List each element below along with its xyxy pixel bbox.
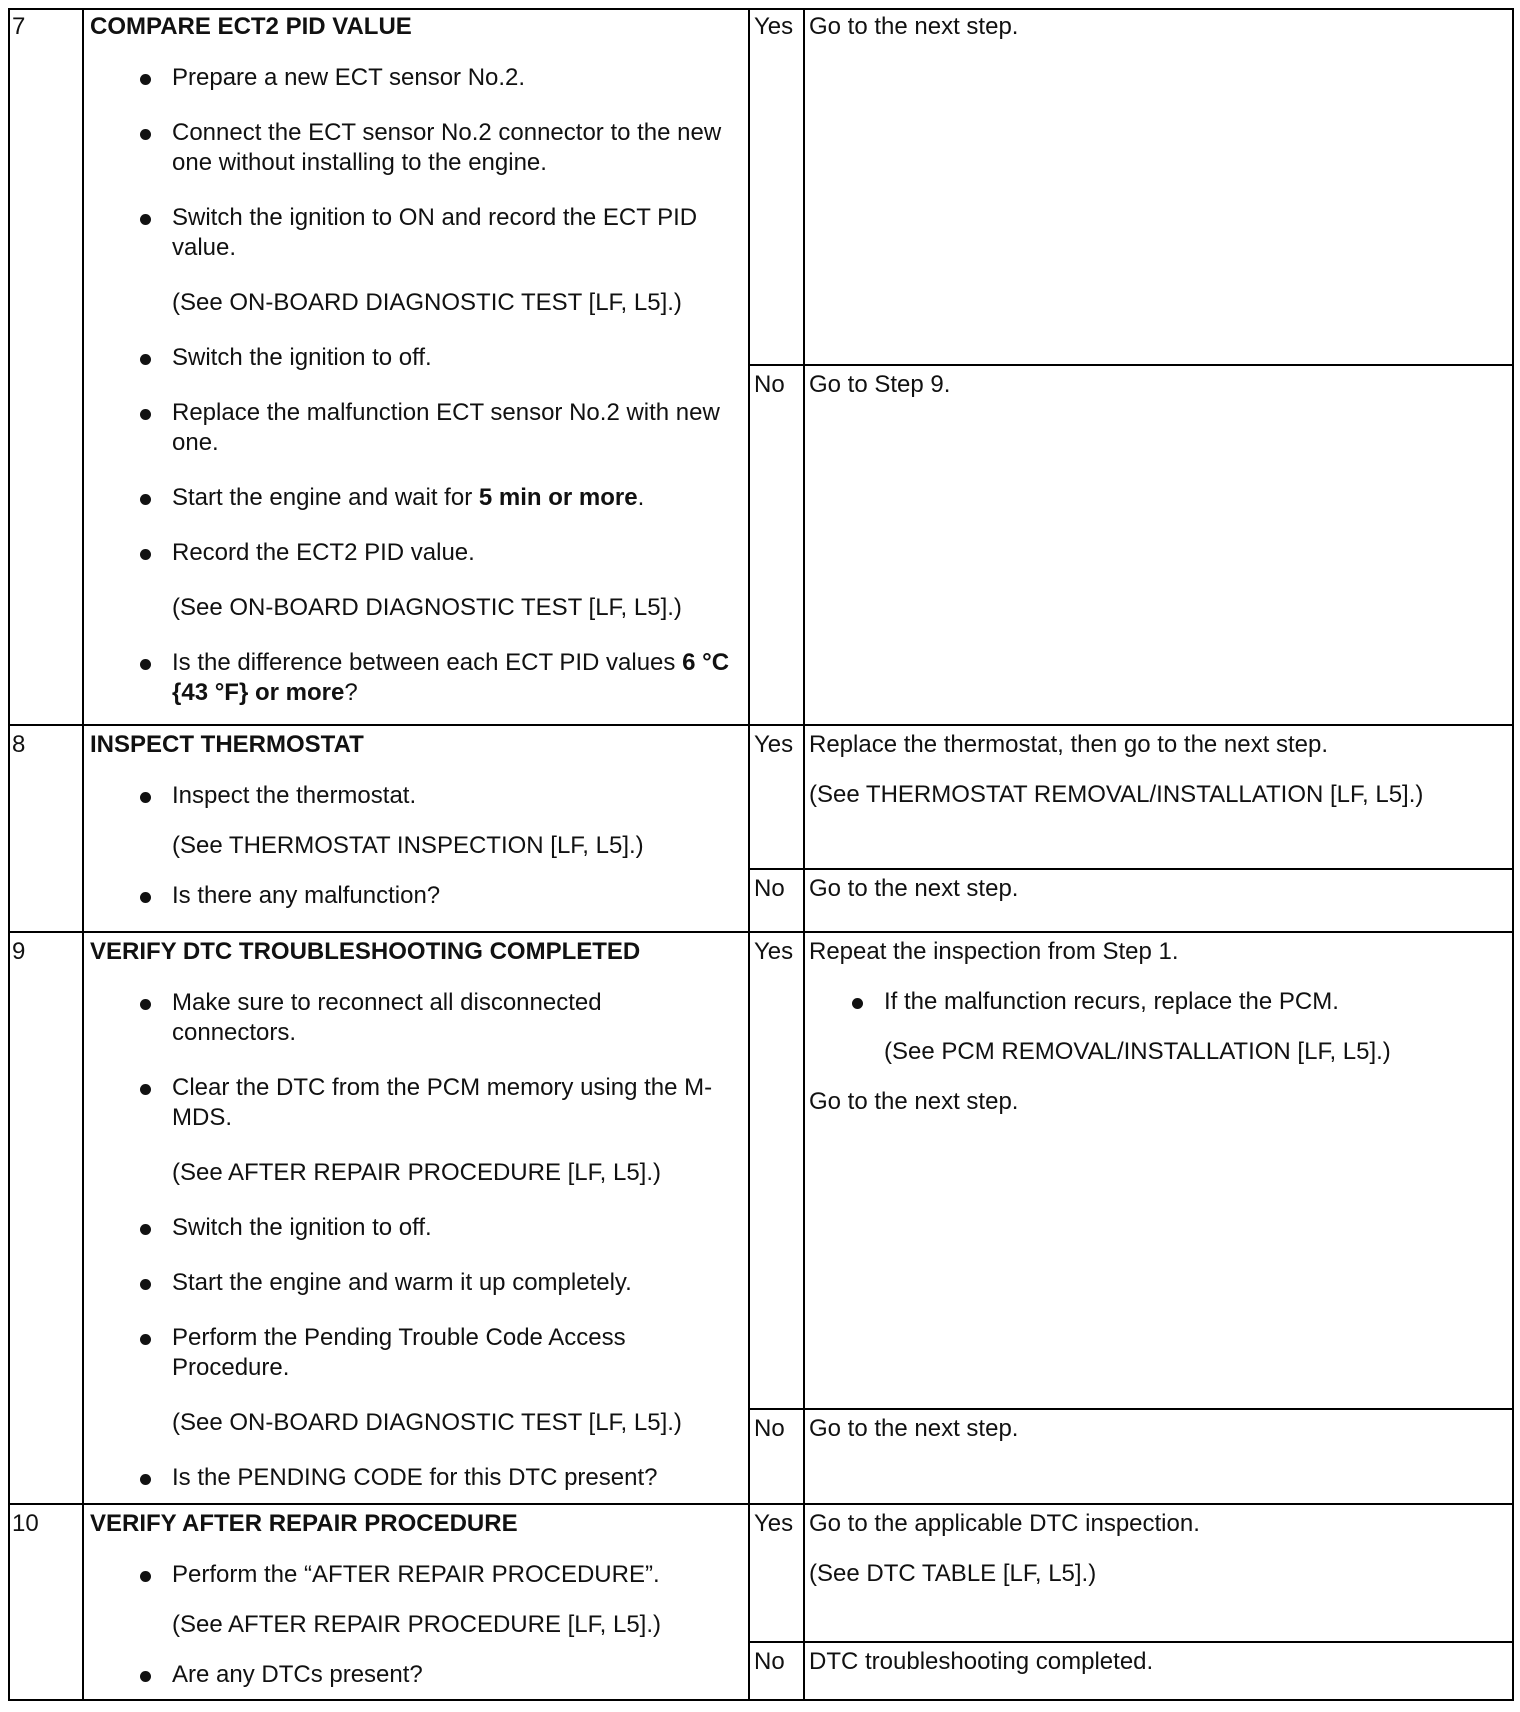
step-number: 7 xyxy=(12,13,26,40)
reference-note: (See ON-BOARD DIAGNOSTIC TEST [LF, L5].) xyxy=(172,1409,682,1436)
instruction-emphasis: 6 °C {43 °F} or more xyxy=(172,649,730,706)
instruction-bullet: Connect the ECT sensor No.2 connector to the new one without installing to the engine. xyxy=(90,118,730,178)
no-label: No xyxy=(754,371,785,398)
instruction-text: Start the engine and wait for xyxy=(172,484,479,511)
step-title: INSPECT THERMOSTAT xyxy=(90,731,364,758)
instruction-emphasis: 5 min or more xyxy=(478,484,638,511)
step-number: 8 xyxy=(12,731,26,758)
reference-note: (See AFTER REPAIR PROCEDURE [LF, L5].) xyxy=(172,1611,662,1638)
instruction-bullet: Perform the Pending Trouble Code Access Procedure. xyxy=(90,1323,730,1383)
step-row-9 xyxy=(8,933,1514,1503)
step-instructions xyxy=(90,988,730,1493)
instruction-bullet: Switch the ignition to ON and record the ECT PID value. xyxy=(90,203,730,263)
instruction-bullet: Are any DTCs present? xyxy=(90,1660,730,1690)
yes-label: Yes xyxy=(754,938,794,965)
instruction-bullet: Perform the “AFTER REPAIR PROCEDURE”. xyxy=(90,1560,730,1590)
step-row-10 xyxy=(8,1505,1514,1701)
no-result: Go to Step 9. xyxy=(809,371,951,398)
yes-result: Go to the next step. xyxy=(809,13,1019,40)
no-result: Go to the next step. xyxy=(809,1415,1019,1442)
instruction-text: Is the difference between each ECT PID values xyxy=(172,649,683,676)
step-row-8 xyxy=(8,726,1514,933)
instruction-bullet: Start the engine and warm it up completely. xyxy=(90,1268,730,1298)
instruction-bullet: Switch the ignition to off. xyxy=(90,1213,730,1243)
reference-note: (See DTC TABLE [LF, L5].) xyxy=(809,1560,1097,1587)
step-number: 10 xyxy=(12,1510,39,1537)
instruction-bullet: Is the PENDING CODE for this DTC present? xyxy=(90,1463,730,1493)
yes-result xyxy=(809,730,1509,810)
instruction-bullet xyxy=(90,483,730,513)
step-title: COMPARE ECT2 PID VALUE xyxy=(90,13,412,40)
step-row-7 xyxy=(8,8,1514,724)
instruction-text: . xyxy=(637,484,645,511)
step-title: VERIFY DTC TROUBLESHOOTING COMPLETED xyxy=(90,938,641,965)
step-title: VERIFY AFTER REPAIR PROCEDURE xyxy=(90,1510,518,1537)
yes-result-line: Go to the applicable DTC inspection. xyxy=(809,1510,1200,1537)
step-instructions xyxy=(90,781,730,911)
step-instructions xyxy=(90,63,730,708)
troubleshooting-table xyxy=(8,8,1514,1701)
yes-result xyxy=(809,1509,1509,1589)
instruction-bullet: Replace the malfunction ECT sensor No.2 with new one. xyxy=(90,398,730,458)
yes-label: Yes xyxy=(754,731,794,758)
no-label: No xyxy=(754,875,785,902)
yes-label: Yes xyxy=(754,13,794,40)
yes-result xyxy=(809,937,1509,1117)
instruction-bullet: Prepare a new ECT sensor No.2. xyxy=(90,63,730,93)
yes-label: Yes xyxy=(754,1510,794,1537)
reference-note: (See THERMOSTAT INSPECTION [LF, L5].) xyxy=(172,832,644,859)
no-label: No xyxy=(754,1415,785,1442)
yes-result-line: Go to the next step. xyxy=(809,1088,1019,1115)
reference-note: (See THERMOSTAT REMOVAL/INSTALLATION [LF, L5].) xyxy=(809,781,1424,808)
instruction-bullet: Inspect the thermostat. xyxy=(90,781,730,811)
instruction-text: ? xyxy=(344,679,358,706)
no-label: No xyxy=(754,1648,785,1675)
instruction-bullet: Clear the DTC from the PCM memory using the M-MDS. xyxy=(90,1073,730,1133)
instruction-bullet xyxy=(90,648,730,708)
reference-note: (See ON-BOARD DIAGNOSTIC TEST [LF, L5].) xyxy=(172,289,682,316)
no-result: Go to the next step. xyxy=(809,875,1019,902)
yes-result-line: Repeat the inspection from Step 1. xyxy=(809,938,1179,965)
reference-note: (See PCM REMOVAL/INSTALLATION [LF, L5].) xyxy=(884,1038,1391,1065)
step-number: 9 xyxy=(12,938,26,965)
instruction-bullet: Switch the ignition to off. xyxy=(90,343,730,373)
yes-result-line: Replace the thermostat, then go to the next step. xyxy=(809,731,1328,758)
instruction-bullet: Record the ECT2 PID value. xyxy=(90,538,730,568)
instruction-bullet: Make sure to reconnect all disconnected connectors. xyxy=(90,988,730,1048)
step-instructions xyxy=(90,1560,730,1690)
reference-note: (See ON-BOARD DIAGNOSTIC TEST [LF, L5].) xyxy=(172,594,682,621)
reference-note: (See AFTER REPAIR PROCEDURE [LF, L5].) xyxy=(172,1159,662,1186)
no-result: DTC troubleshooting completed. xyxy=(809,1648,1154,1675)
instruction-bullet: Is there any malfunction? xyxy=(90,881,730,911)
yes-result-bullet: If the malfunction recurs, replace the PCM. xyxy=(809,987,1509,1017)
